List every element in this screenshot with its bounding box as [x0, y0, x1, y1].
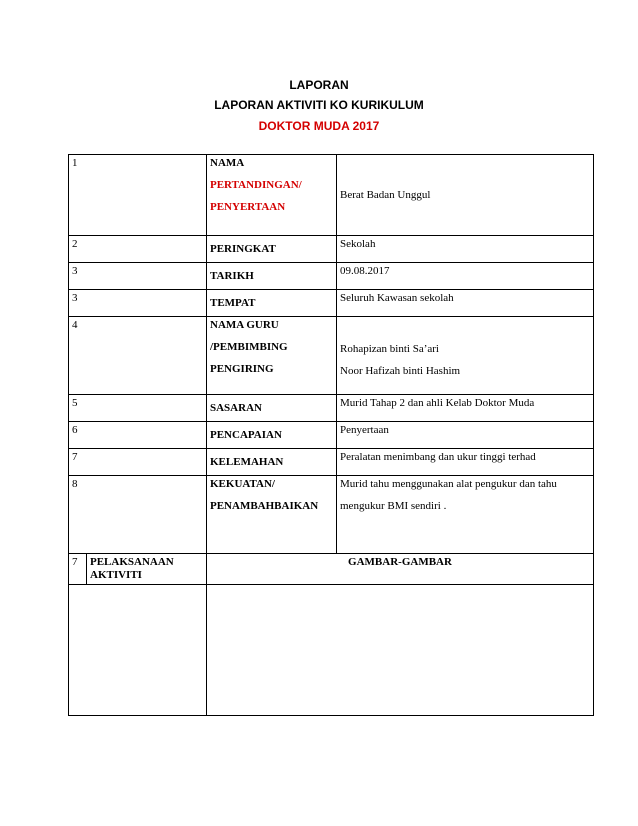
row-label: KELEMAHAN: [207, 449, 337, 476]
section-number: 7: [69, 554, 87, 585]
label-line: /PEMBIMBING: [210, 341, 288, 353]
report-table: [68, 154, 594, 716]
image-row: [69, 585, 594, 716]
row-label: PENCAPAIAN: [207, 422, 337, 449]
value-line: mengukur BMI sendiri .: [340, 500, 447, 512]
row-value: [337, 476, 594, 554]
value-line: Noor Hafizah binti Hashim: [340, 365, 461, 377]
section-label: PELAKSANAAN AKTIVITI: [87, 554, 207, 585]
label-line: KEKUATAN/: [210, 478, 275, 490]
report-subtitle: LAPORAN AKTIVITI KO KURIKULUM: [214, 98, 424, 112]
image-area: [207, 585, 594, 716]
report-title: LAPORAN: [289, 78, 349, 92]
table-row: [69, 263, 594, 290]
table-row: [69, 395, 594, 422]
row-number: 4: [69, 317, 207, 395]
row-number: 3: [69, 263, 207, 290]
row-label: TARIKH: [207, 263, 337, 290]
row-value: Berat Badan Unggul: [337, 155, 594, 236]
row-number: 8: [69, 476, 207, 554]
row-number: 3: [69, 290, 207, 317]
row-value: Peralatan menimbang dan ukur tinggi terhad: [337, 449, 594, 476]
row-value: Penyertaan: [337, 422, 594, 449]
table-row: [69, 422, 594, 449]
row-number: 1: [69, 155, 207, 236]
row-label: PERINGKAT: [207, 236, 337, 263]
table-row: [69, 476, 594, 554]
label-line: PENYERTAAN: [210, 201, 286, 213]
table-row: [69, 155, 594, 236]
row-value: 09.08.2017: [337, 263, 594, 290]
row-label: [207, 476, 337, 554]
row-number: 6: [69, 422, 207, 449]
row-label: [207, 317, 337, 395]
row-number: 7: [69, 449, 207, 476]
row-value: Sekolah: [337, 236, 594, 263]
value-line: Murid tahu menggunakan alat pengukur dan tahu: [340, 478, 557, 490]
row-number: 5: [69, 395, 207, 422]
label-line: PENAMBAHBAIKAN: [210, 500, 319, 512]
table-row: [69, 317, 594, 395]
row-label: SASARAN: [207, 395, 337, 422]
images-heading: GAMBAR-GAMBAR: [207, 554, 594, 585]
report-event-name: DOKTOR MUDA 2017: [258, 119, 380, 133]
row-label: TEMPAT: [207, 290, 337, 317]
section-header-row: [69, 554, 594, 585]
value-line: Rohapizan binti Sa’ari: [340, 343, 439, 355]
table-row: [69, 449, 594, 476]
row-value: [337, 317, 594, 395]
label-line: NAMA: [210, 157, 245, 169]
label-line: NAMA GURU: [210, 319, 279, 331]
row-number: 2: [69, 236, 207, 263]
table-row: [69, 236, 594, 263]
empty-cell: [69, 585, 207, 716]
label-line: PERTANDINGAN/: [210, 179, 302, 191]
label-line: PENGIRING: [210, 363, 274, 375]
table-row: [69, 290, 594, 317]
row-value: Seluruh Kawasan sekolah: [337, 290, 594, 317]
row-label: [207, 155, 337, 236]
row-value: Murid Tahap 2 dan ahli Kelab Doktor Muda: [337, 395, 594, 422]
